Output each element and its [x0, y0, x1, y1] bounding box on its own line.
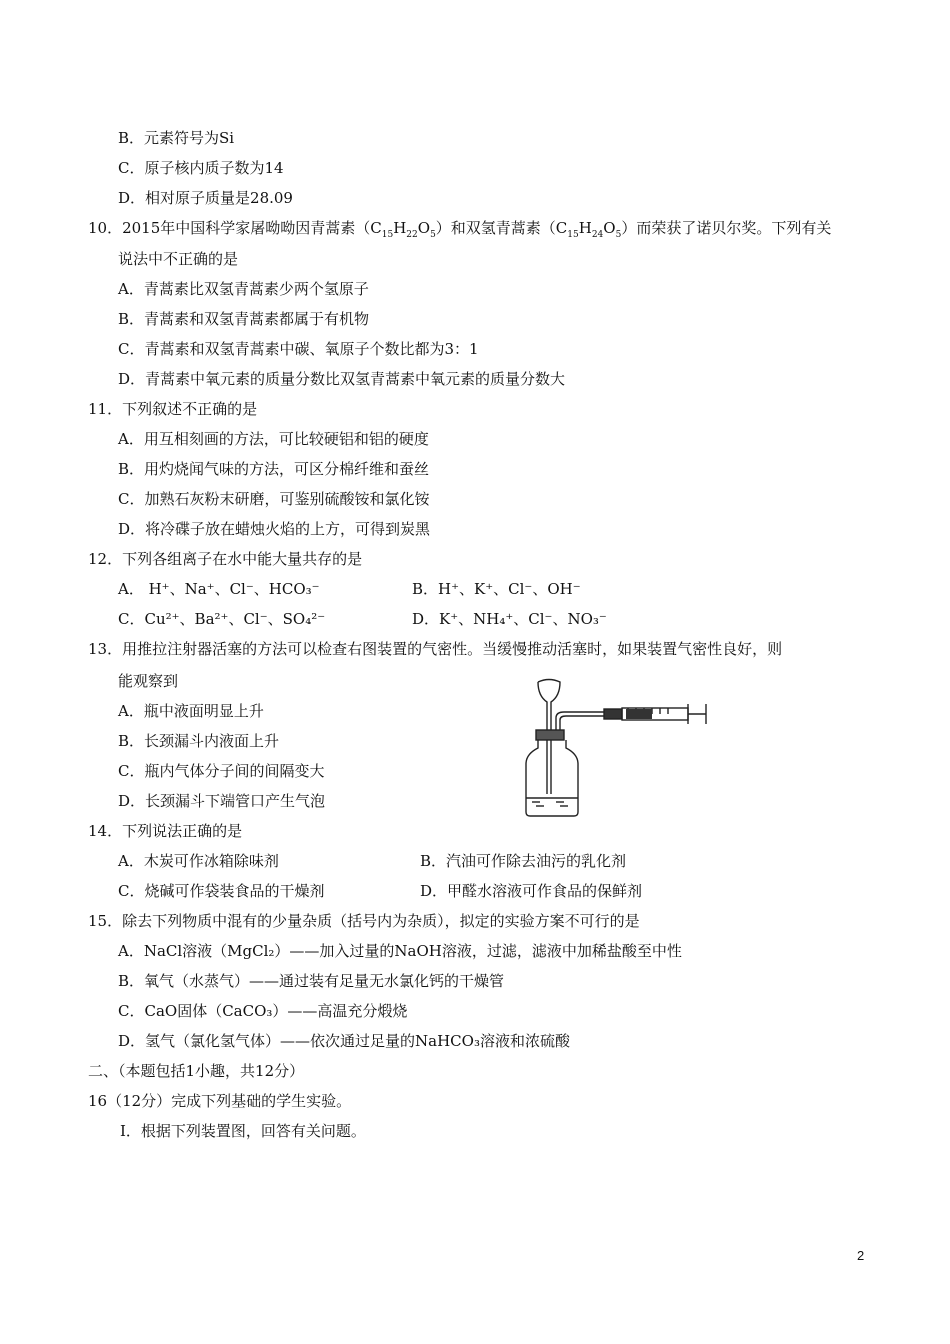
q10-option-d: D．青蒿素中氧元素的质量分数比双氢青蒿素中氧元素的质量分数大 [118, 370, 566, 388]
q13-option-c: C．瓶内气体分子间的间隔变大 [118, 762, 325, 780]
stopper [536, 730, 564, 740]
q16-part-i: I．根据下列装置图，回答有关问题。 [120, 1122, 366, 1140]
q11-option-a: A．用互相刻画的方法，可比较硬铝和铝的硬度 [118, 430, 429, 448]
q14-option-d: D．甲醛水溶液可作食品的保鲜剂 [420, 882, 643, 900]
q10-option-b: B．青蒿素和双氢青蒿素都属于有机物 [118, 310, 370, 328]
page-number: 2 [857, 1248, 865, 1263]
q13-stem: 13．用推拉注射器活塞的方法可以检查右图装置的气密性。当缓慢推动活塞时，如果装置气密性良好，则 [88, 640, 783, 658]
q10-stem: 10．2015年中国科学家屠呦呦因青蒿素$(C_{15}H_{22}O_5)$和双氢青蒿素$(C_{15}H_{24}O_5)$而荣获了诺贝尔奖。下列有关 [88, 219, 832, 240]
q11-option-b: B．用灼烧闻气味的方法，可区分棉纤维和蚕丝 [118, 460, 430, 478]
q12-option-b: B．H⁺、K⁺、Cl⁻、OH⁻ [412, 580, 581, 598]
q12-stem: 12．下列各组离子在水中能大量共存的是 [88, 550, 363, 568]
q14-option-b: B．汽油可作除去油污的乳化剂 [420, 852, 627, 870]
q12-option-a: A． H⁺、Na⁺、Cl⁻、HCO₃⁻ [118, 580, 320, 598]
q11-stem: 11．下列叙述不正确的是 [88, 400, 258, 418]
q14-stem: 14．下列说法正确的是 [88, 822, 243, 840]
q12-option-d: D．K⁺、NH₄⁺、Cl⁻、NO₃⁻ [412, 610, 607, 628]
q13-option-d: D．长颈漏斗下端管口产生气泡 [118, 792, 326, 810]
airtightness-apparatus-figure [516, 678, 716, 818]
q10-option-c: C．青蒿素和双氢青蒿素中碳、氧原子个数比都为3：1 [118, 340, 479, 358]
q14-option-a: A．木炭可作冰箱除味剂 [118, 852, 279, 870]
q10-stem-cont: 说法中不正确的是 [118, 250, 239, 268]
q11-option-d: D．将冷碟子放在蜡烛火焰的上方，可得到炭黑 [118, 520, 431, 538]
q16-stem: 16（12分）完成下列基础的学生实验。 [88, 1092, 352, 1110]
q11-option-c: C．加熟石灰粉末研磨，可鉴别硫酸铵和氯化铵 [118, 490, 430, 508]
q15-stem: 15．除去下列物质中混有的少量杂质（括号内为杂质），拟定的实验方案不可行的是 [88, 912, 640, 930]
q15-option-d: D．氢气（氯化氢气体）——依次通过足量的NaHCO₃溶液和浓硫酸 [118, 1032, 570, 1050]
q9-option-b: B．元素符号为Si [118, 129, 235, 147]
q15-option-c: C．CaO固体（CaCO₃）——高温充分煅烧 [118, 1002, 408, 1020]
q9-option-c: C．原子核内质子数为14 [118, 159, 284, 177]
section-2-heading: 二、（本题包括1小趣，共12分） [88, 1062, 305, 1080]
q13-stem-cont: 能观察到 [118, 672, 179, 690]
q12-option-c: C．Cu²⁺、Ba²⁺、Cl⁻、SO₄²⁻ [118, 610, 326, 628]
q15-option-a: A．NaCl溶液（MgCl₂）——加入过量的NaOH溶液，过滤，滤液中加稀盐酸至中性 [118, 942, 682, 960]
q13-option-a: A．瓶中液面明显上升 [118, 702, 264, 720]
q13-option-b: B．长颈漏斗内液面上升 [118, 732, 280, 750]
q14-option-c: C．烧碱可作袋装食品的干燥剂 [118, 882, 325, 900]
q15-option-b: B．氧气（水蒸气）——通过装有足量无水氯化钙的干燥管 [118, 972, 505, 990]
funnel-shape [538, 680, 560, 711]
q10-option-a: A．青蒿素比双氢青蒿素少两个氢原子 [118, 280, 369, 298]
rubber-tube [604, 709, 622, 719]
q9-option-d: D．相对原子质量是28.09 [118, 189, 293, 207]
bottle [526, 740, 578, 816]
